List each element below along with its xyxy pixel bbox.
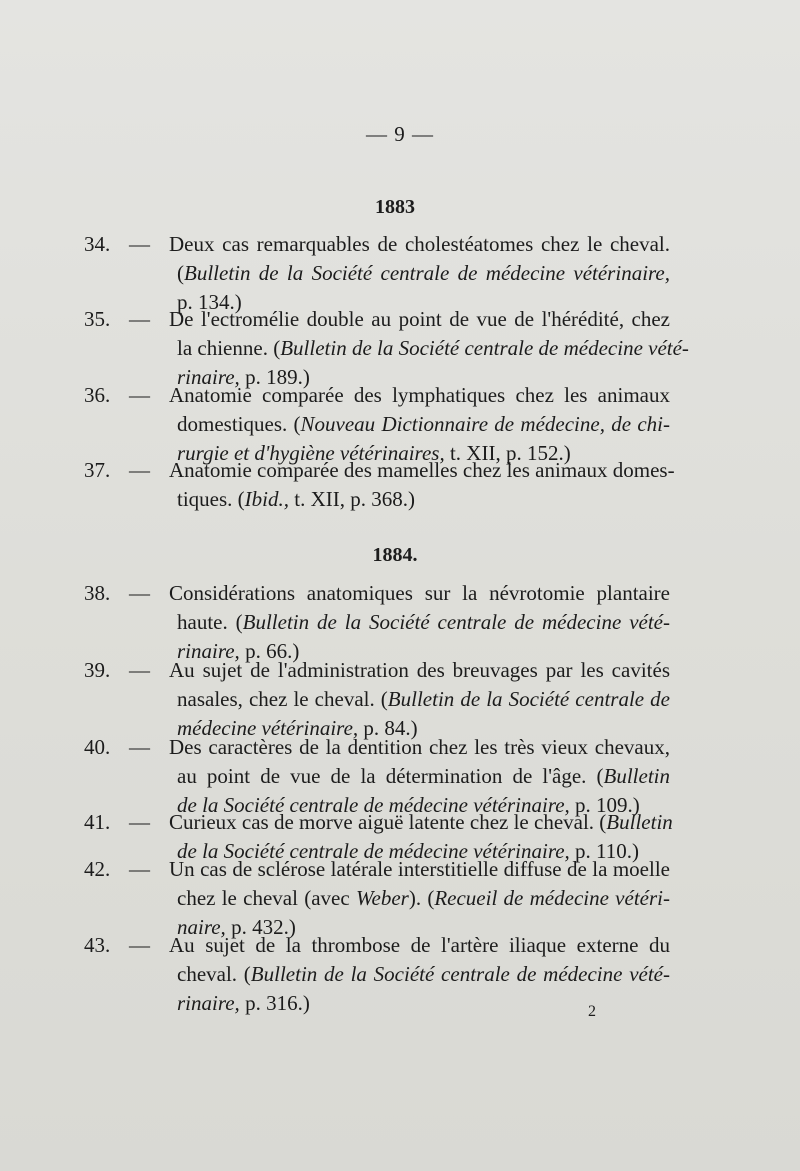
entry-text: cheval. ( — [177, 962, 251, 986]
entry-text: t. XII, p. 368.) — [288, 487, 415, 511]
entry-number: 40. — [84, 735, 111, 759]
entry-text: t. XII, p. 152.) — [444, 441, 571, 465]
entry-title: Anatomie comparée des mamelles chez les animaux domes- — [169, 458, 675, 482]
entry-source: Bulletin — [603, 764, 670, 788]
entry-text: p. 432.) — [225, 915, 296, 939]
year-heading-1883: 1883 — [375, 196, 415, 218]
entry-number: 42. — [84, 857, 111, 881]
entry-source: rinaire, — [177, 365, 240, 389]
entry-source: Bulletin de la Société centrale de médecine vété- — [250, 962, 670, 986]
entry-dash: — — [129, 581, 150, 605]
entry-dash: — — [129, 232, 150, 256]
entry-text: haute. ( — [177, 610, 243, 634]
entry-source: Nouveau Dictionnaire de médecine, de chi- — [300, 412, 670, 436]
year-heading-1884: 1884. — [372, 544, 418, 566]
entry-text: p. 66.) — [239, 639, 300, 663]
page-number: — 9 — — [366, 122, 434, 146]
entry-number: 41. — [84, 810, 111, 834]
entry-number: 34. — [84, 232, 111, 256]
entry-title: Au sujet de l'administration des breuvages par les cavités — [169, 658, 670, 682]
entry-source: médecine vétérinaire, — [177, 716, 359, 740]
entry-dash: — — [129, 857, 150, 881]
entry-source: Bulletin de la Société centrale de médecine vété- — [242, 610, 670, 634]
bibliography-entry-40 — [84, 733, 670, 820]
entry-source: Recueil de médecine vétéri- — [434, 886, 670, 910]
entry-dash: — — [129, 383, 150, 407]
entry-title: Considérations anatomiques sur la névrotomie plantaire — [169, 581, 670, 605]
entry-text: p. 189.) — [239, 365, 310, 389]
bibliography-entry-38 — [84, 579, 670, 666]
entry-dash: — — [129, 735, 150, 759]
entry-title: Anatomie comparée des lymphatiques chez les animaux — [169, 383, 670, 407]
entry-dash: — — [129, 658, 150, 682]
entry-number: 35. — [84, 307, 111, 331]
entry-text: au point de vue de la détermination de l'âge. ( — [177, 764, 604, 788]
bibliography-entry-43 — [84, 931, 670, 1018]
entry-text: p. 110.) — [569, 839, 640, 863]
entry-number: 37. — [84, 458, 111, 482]
bibliography-entry-36 — [84, 381, 670, 468]
entry-dash: — — [129, 810, 150, 834]
entry-text: nasales, chez le cheval. ( — [177, 687, 388, 711]
entry-text: ). ( — [408, 886, 435, 910]
entry-source: Bulletin — [606, 810, 673, 834]
entry-text: p. 134.) — [177, 290, 242, 314]
entry-title: De l'ectromélie double au point de vue de l'hérédité, chez — [169, 307, 670, 331]
bibliography-entry-34 — [84, 230, 670, 317]
entry-source: Bulletin de la Société centrale de médecine vété- — [280, 336, 689, 360]
bibliography-entry-39 — [84, 656, 670, 743]
entry-text: p. 109.) — [569, 793, 640, 817]
entry-number: 36. — [84, 383, 111, 407]
entry-text: ( — [177, 261, 184, 285]
entry-source: de la Société centrale de médecine vétérinaire, — [177, 839, 570, 863]
entry-dash: — — [129, 307, 150, 331]
entry-text: domestiques. ( — [177, 412, 301, 436]
bibliography-entry-37 — [84, 456, 675, 514]
entry-source: Ibid., — [244, 487, 289, 511]
entry-source: rinaire, — [177, 991, 240, 1015]
entry-text: la chienne. ( — [177, 336, 281, 360]
entry-text: p. 84.) — [358, 716, 418, 740]
entry-text: chez le cheval (avec — [177, 886, 356, 910]
bibliography-entry-35 — [84, 305, 689, 392]
signature-mark: 2 — [588, 1003, 596, 1020]
entry-source: rurgie et d'hygiène vétérinaires, — [177, 441, 445, 465]
entry-source: naire, — [177, 915, 226, 939]
bibliography-entry-42 — [84, 855, 670, 942]
entry-dash: — — [129, 933, 150, 957]
entry-title: Deux cas remarquables de cholestéatomes chez le cheval. — [169, 232, 670, 256]
entry-source: rinaire, — [177, 639, 240, 663]
entry-text: p. 316.) — [239, 991, 310, 1015]
entry-source: de la Société centrale de médecine vétérinaire, — [177, 793, 570, 817]
entry-title: Des caractères de la dentition chez les très vieux chevaux, — [169, 735, 670, 759]
entry-author: Weber — [355, 886, 409, 910]
entry-title: Un cas de sclérose latérale interstitielle diffuse de la moelle — [169, 857, 670, 881]
entry-title: Au sujet de la thrombose de l'artère iliaque externe du — [169, 933, 670, 957]
entry-source: Bulletin de la Société centrale de médecine vétérinaire, — [184, 261, 670, 285]
entry-dash: — — [129, 458, 150, 482]
entry-source: Bulletin de la Société centrale de — [387, 687, 670, 711]
entry-number: 39. — [84, 658, 111, 682]
entry-text: tiques. ( — [177, 487, 245, 511]
entry-title: Curieux cas de morve aiguë latente chez le cheval. ( — [169, 810, 607, 834]
entry-number: 38. — [84, 581, 111, 605]
entry-number: 43. — [84, 933, 111, 957]
